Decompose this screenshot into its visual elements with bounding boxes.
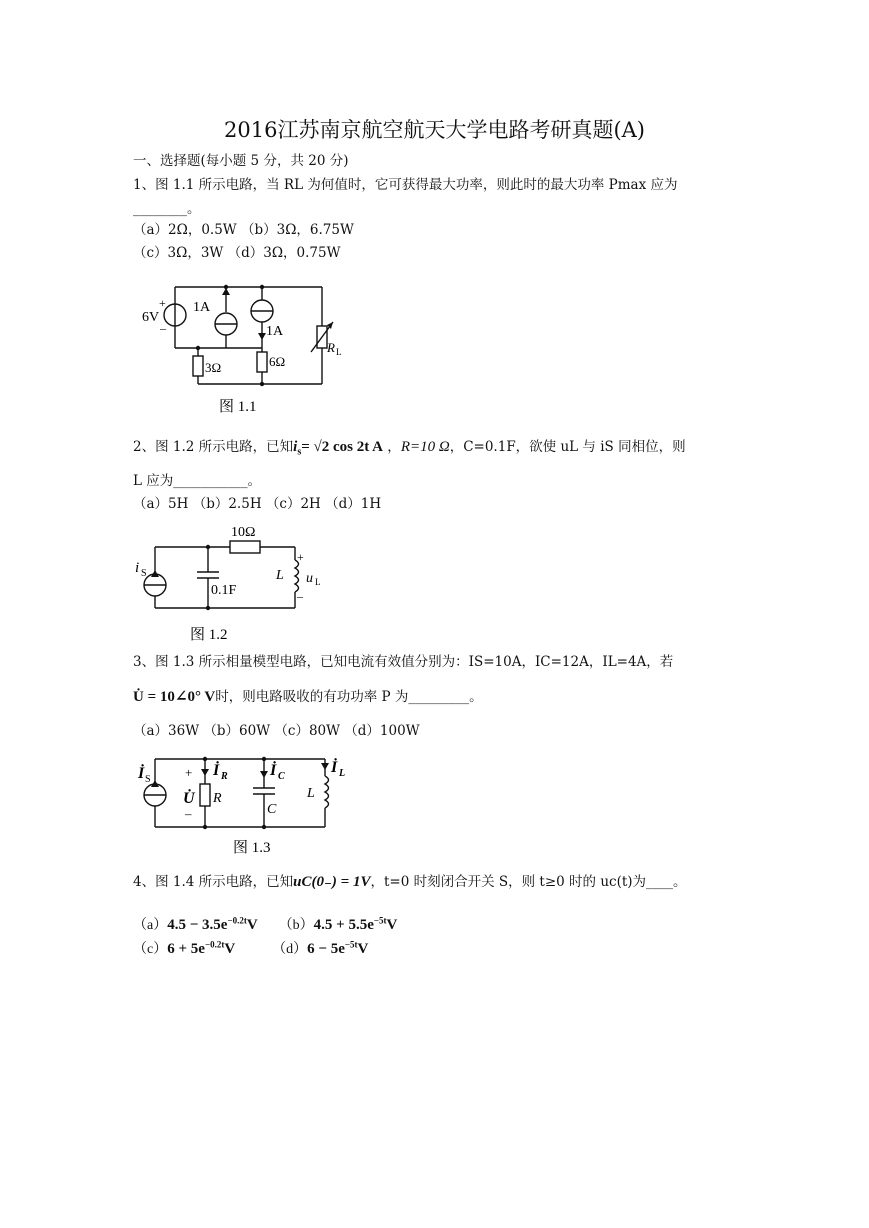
fig13-plus: + xyxy=(185,765,193,780)
fig12-ul-label: u xyxy=(306,571,313,586)
fig13-is-sub: S xyxy=(145,774,151,785)
q4-prefix: 4、图 1.4 所示电路，已知 xyxy=(133,874,294,890)
fig12-r-label: 10Ω xyxy=(231,525,256,540)
q4-text-line1 xyxy=(133,873,687,891)
q3-options: （a）36W （b）60W （c）80W （d）100W xyxy=(133,723,420,739)
q4-opt-c-label: （c） xyxy=(133,942,168,957)
fig13-l-label: L xyxy=(307,786,315,801)
figure-1-1 xyxy=(135,280,365,420)
figure-1-3 xyxy=(135,752,360,862)
fig12-is-sub: S xyxy=(141,568,147,579)
fig11-r6-label: 6Ω xyxy=(269,354,286,369)
q4-opt-b: 4.5 + 5.5e xyxy=(313,917,374,933)
arrow-down-icon xyxy=(258,333,266,340)
fig13-c-label: C xyxy=(267,802,277,817)
figure-1-2 xyxy=(135,522,355,647)
q4-opt-a-unit: V xyxy=(246,917,258,933)
fig12-ul-sub: L xyxy=(315,577,321,587)
arrow-up-icon xyxy=(151,570,159,577)
q4-opt-a-exp: −0.2t xyxy=(227,915,247,926)
q4-opt-d-label: （d） xyxy=(272,942,308,957)
q4-opt-d-unit: V xyxy=(357,941,369,957)
q4-suffix: ，t=0 时刻闭合开关 S，则 t≥0 时的 uc(t)为____。 xyxy=(370,874,687,890)
q2-prefix: 2、图 1.2 所示电路，已知 xyxy=(133,439,294,455)
q2-text-line2: L 应为___________。 xyxy=(133,473,262,489)
q4-opt-b-exp: −5t xyxy=(373,915,387,926)
q1-options-ab: （a）2Ω，0.5W （b）3Ω，6.75W xyxy=(133,222,354,238)
q4-opt-a: 4.5 − 3.5e xyxy=(167,917,228,933)
q4-options-ab xyxy=(133,914,397,934)
q4-opt-d: 6 − 5e xyxy=(307,941,345,957)
section-heading: 一、选择题(每小题 5 分，共 20 分) xyxy=(133,153,349,169)
fig11-cs1-label: 1A xyxy=(193,300,211,315)
fig11-plus: + xyxy=(159,296,166,310)
fig12-l-label: L xyxy=(276,568,284,583)
q1-options-cd: （c）3Ω，3W （d）3Ω，0.75W xyxy=(133,245,341,261)
q4-opt-b-unit: V xyxy=(386,917,398,933)
q3-u-expr: U̇ = 10∠0° V xyxy=(133,689,216,705)
fig12-c-label: 0.1F xyxy=(211,583,237,598)
q1-text-line1: 1、图 1.1 所示电路，当 RL 为何值时，它可获得最大功率，则此时的最大功率 Pmax 应为 xyxy=(133,177,678,193)
arrow-up-icon xyxy=(151,780,159,787)
fig12-plus: + xyxy=(297,550,304,564)
fig11-v-label: 6V xyxy=(142,310,160,325)
q4-opt-c: 6 + 5e xyxy=(167,941,205,957)
q3-line2-suffix: 时，则电路吸收的有功功率 P 为_________。 xyxy=(215,689,483,705)
q4-opt-c-unit: V xyxy=(224,941,236,957)
fig11-r3-label: 3Ω xyxy=(205,360,222,375)
q2-is-sym: i xyxy=(293,439,298,455)
fig13-ir-label: İ xyxy=(213,762,220,779)
fig11-cs2-label: 1A xyxy=(266,324,284,339)
q2-is-sub: s xyxy=(297,446,302,458)
page-title: 2016江苏南京航空航天大学电路考研真题(A) xyxy=(224,118,645,142)
q4-opt-c-exp: −0.2t xyxy=(204,939,225,950)
q2-suffix: ，C=0.1F，欲使 uL 与 iS 同相位，则 xyxy=(449,439,686,455)
fig13-minus: – xyxy=(185,806,192,821)
fig13-ic-label: İ xyxy=(270,762,277,779)
fig12-is-label: i xyxy=(135,560,140,576)
q4-opt-b-label: （b） xyxy=(278,918,314,933)
fig12-minus: – xyxy=(297,589,303,603)
arrow-down-icon xyxy=(321,763,329,770)
fig13-ic-sub: C xyxy=(278,771,285,782)
fig13-il-sub: L xyxy=(339,768,346,779)
fig12-caption: 图 1.2 xyxy=(190,627,228,643)
q1-text-line2: ________。 xyxy=(133,201,201,217)
arrow-down-icon xyxy=(260,771,268,778)
q4-opt-d-exp: −5t xyxy=(344,939,358,950)
q2-text-line1: 2、图 1.2 所示电路，已知$i_s= √2$ cos 2t A ，R=10 Ω，C=0.1F，欲使 uL 与 iS 同相位，则 xyxy=(133,439,686,458)
q3-text-line2 xyxy=(133,688,483,706)
fig11-caption: 图 1.1 xyxy=(219,399,257,415)
fig11-minus: – xyxy=(160,321,166,335)
q2-options: （a）5H （b）2.5H （c）2H （d）1H xyxy=(133,496,382,512)
q4-opt-a-label: （a） xyxy=(133,918,168,933)
fig13-il-label: İ xyxy=(331,759,338,776)
fig13-caption: 图 1.3 xyxy=(233,840,271,856)
q4-uc0: uC(0₋) = 1V xyxy=(293,874,371,890)
fig13-u-label: U̇ xyxy=(183,790,195,807)
fig13-r-label: R xyxy=(213,791,222,806)
fig13-is-label: İ xyxy=(138,765,145,782)
q2-is-expr: = √2 cos 2t A xyxy=(301,439,384,455)
q2-r-expr: R=10 Ω xyxy=(400,439,450,455)
fig11-rl-sub: L xyxy=(336,347,342,357)
fig11-rl-label: R xyxy=(327,340,335,355)
q4-options-cd xyxy=(133,938,368,958)
q3-text-line1: 3、图 1.3 所示相量模型电路，已知电流有效值分别为：IS=10A，IC=12A，IL=4A，若 xyxy=(133,654,674,670)
arrow-down-icon xyxy=(201,769,209,776)
fig13-ir-sub: R xyxy=(221,771,228,782)
